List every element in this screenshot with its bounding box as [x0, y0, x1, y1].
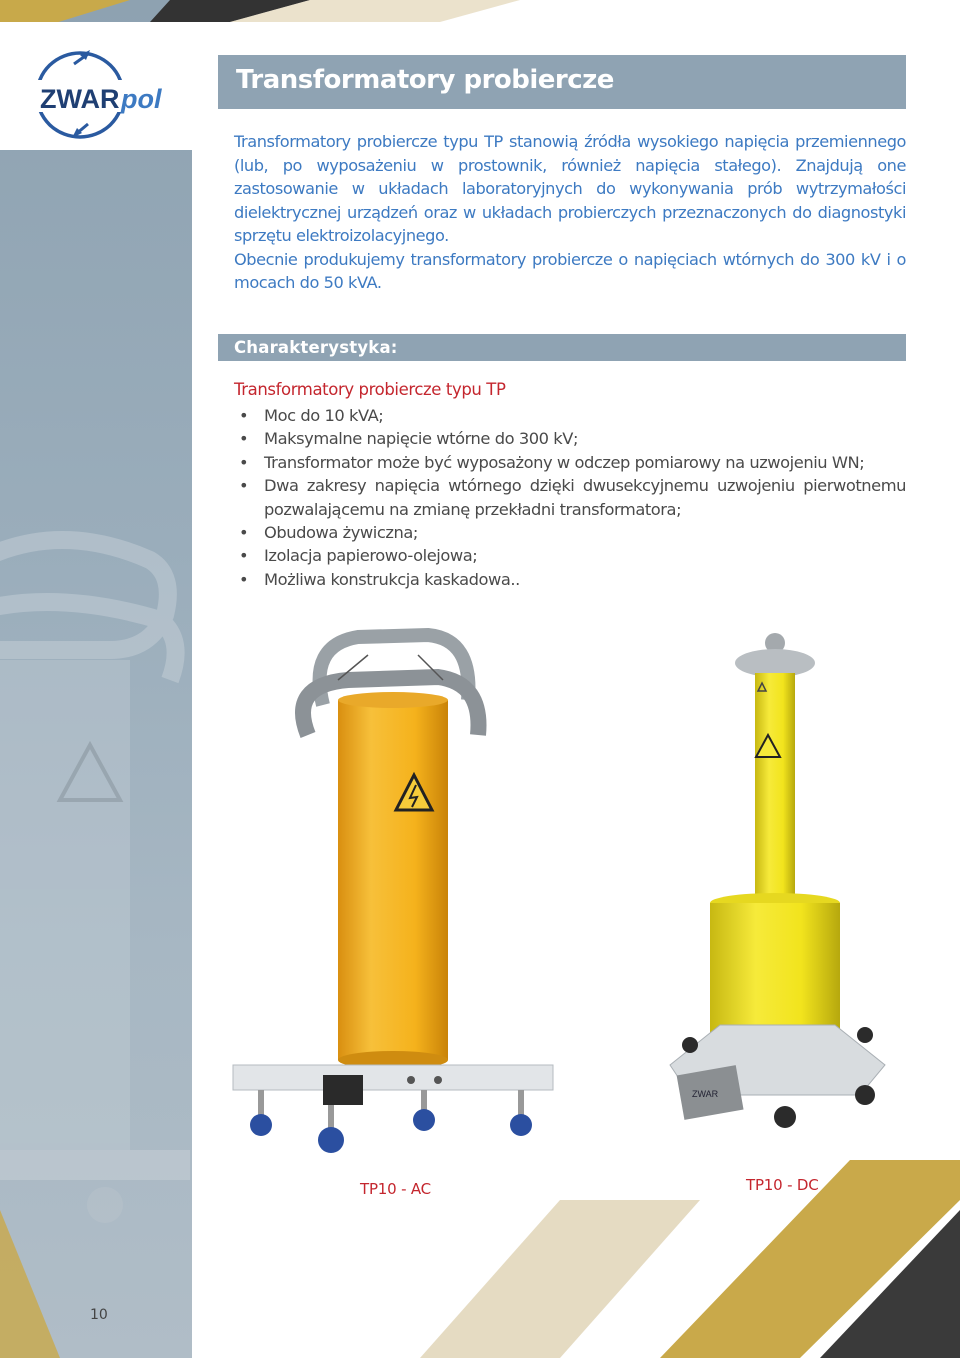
intro-paragraph: Transformatory probiercze typu TP stanowią źródła wysokiego napięcia przemiennego (lub, po wyposażeniu w prostownik, również napięcia stałego). Znajdują one zastosowanie w układach laboratoryjnych do wykonywania prób wytrzymałości dielektrycznej urządzeń oraz w układach probierczych przeznaczonych do diagnostyki sprzętu elektroizolacyjnego. [234, 132, 906, 245]
bullet-icon: • [239, 569, 249, 589]
intro-paragraph: Obecnie produkujemy transformatory probiercze o napięciach wtórnych do 300 kV i o mocach do 50 kVA. [234, 249, 906, 292]
bullet-icon: • [239, 546, 249, 566]
ghost-transformer [0, 540, 190, 1223]
photo-logo-label: ZWAR [692, 1089, 719, 1099]
bottom-left-stripe [0, 1210, 60, 1358]
logo-area [0, 22, 192, 150]
list-item [234, 521, 906, 544]
feature-text: Możliwa konstrukcja kaskadowa.. [264, 569, 520, 589]
bullet-icon: • [239, 452, 249, 472]
list-item [234, 474, 906, 521]
photo-tp10-dc [660, 625, 900, 1145]
page-number: 10 [90, 1307, 108, 1323]
list-item [234, 451, 906, 474]
section-title: Charakterystyka: [234, 338, 398, 357]
bullet-icon: • [239, 476, 249, 496]
list-item [234, 568, 906, 591]
feature-list [234, 404, 906, 591]
photo-tp10-ac [228, 625, 558, 1165]
page-title: Transformatory probiercze [236, 65, 614, 95]
feature-text: Obudowa żywiczna; [264, 523, 418, 543]
feature-text: Izolacja papierowo-olejowa; [264, 546, 478, 566]
list-item [234, 544, 906, 567]
feature-text: Dwa zakresy napięcia wtórnego dzięki dwusekcyjnemu uzwojeniu pierwotnemu pozwalającemu na zmianę przekładni transformatora; [264, 476, 906, 519]
logo-text-pol: pol [121, 84, 162, 114]
feature-text: Maksymalne napięcie wtórne do 300 kV; [264, 429, 578, 449]
caption-tp10-dc: TP10 - DC [746, 1176, 819, 1194]
section-bar [218, 334, 906, 361]
bullet-icon: • [239, 523, 249, 543]
bullet-icon: • [239, 429, 249, 449]
list-item [234, 404, 906, 427]
logo-text-zwar: ZWAR [40, 84, 120, 114]
feature-text: Moc do 10 kVA; [264, 406, 384, 425]
features-subhead: Transformatory probiercze typu TP [234, 380, 506, 399]
zwarpol-logo [0, 22, 192, 150]
bullet-icon: • [239, 406, 249, 425]
bottom-stripe-light [420, 1200, 700, 1358]
intro-text [234, 130, 906, 295]
title-bar [218, 55, 906, 109]
feature-text: Transformator może być wyposażony w odczep pomiarowy na uzwojeniu WN; [264, 452, 865, 472]
caption-tp10-ac: TP10 - AC [360, 1180, 431, 1198]
list-item [234, 427, 906, 450]
